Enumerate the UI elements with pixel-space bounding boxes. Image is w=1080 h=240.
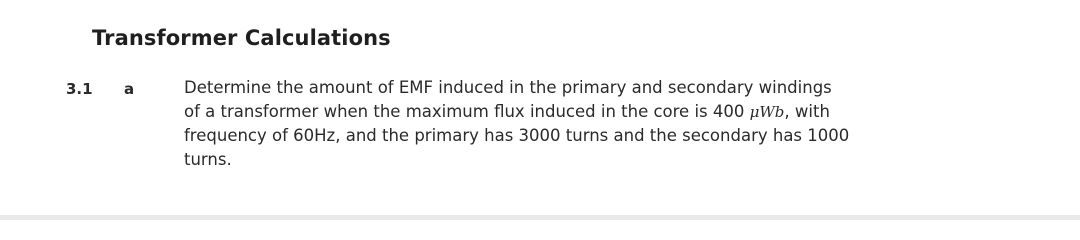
flux-unit-math: μWb (749, 103, 785, 121)
page-bottom-divider (0, 215, 1080, 220)
question-line-4: turns. (184, 150, 232, 169)
question-line-1: Determine the amount of EMF induced in the primary and secondary windings (184, 78, 832, 97)
question-line-3: frequency of 60Hz, and the primary has 3000 turns and the secondary has 1000 (184, 126, 850, 145)
question-part-label: a (124, 80, 135, 98)
question-line-2 (184, 100, 1044, 124)
question-text (184, 76, 1044, 172)
question-line-2-text: of a transformer when the maximum flux induced in the core is 400 (184, 102, 750, 121)
question-line-2-tail: , with (784, 102, 830, 121)
question-number: 3.1 (66, 80, 93, 98)
section-title: Transformer Calculations (92, 26, 391, 50)
